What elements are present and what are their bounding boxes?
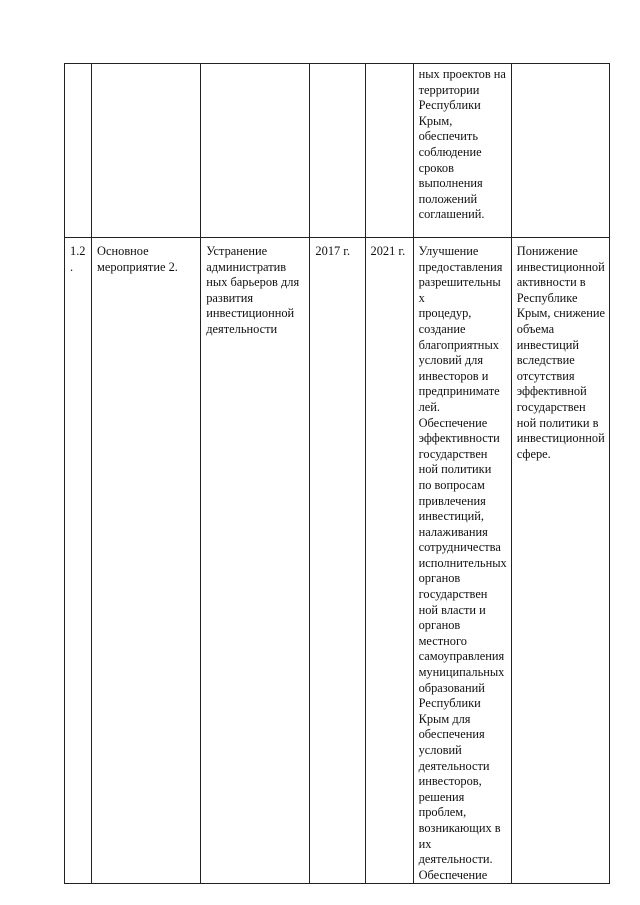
cell-number	[65, 238, 92, 884]
cell-end-year	[365, 238, 413, 884]
cell-end-year	[365, 64, 413, 238]
risk-text: Понижение инвестиционной активности в Республике Крым, снижение объема инвестиций вследствие отсутствия эффективной государствен ной политики в инвестиционной сфере.	[516, 244, 606, 461]
cell-name	[92, 238, 201, 884]
cell-result	[413, 64, 511, 238]
table-row-main-activity-2	[65, 238, 610, 884]
cell-start-year	[310, 238, 365, 884]
program-activities-table	[64, 63, 610, 884]
expected-result-text: Улучшение предоставления разрешительных процедур, создание благоприятных условий для инвесторов и предпринимате лей. Обеспечение эффективности государствен ной политики по вопросам привлечения инвестиций, налаживания сотрудничества исполнительных органов государствен ной власти и органов местного самоуправления муниципальных образований Республики Крым для обеспечения условий деятельности инвесторов, решения проблем, возникающих в их деятельности. Обеспечение	[418, 244, 507, 882]
cell-task	[201, 64, 310, 238]
cell-start-year	[310, 64, 365, 238]
activity-task: Устранение административ ных барьеров для развития инвестиционной деятельности	[206, 244, 300, 336]
table-row-continued	[65, 64, 610, 238]
activity-name: Основное мероприятие 2.	[97, 244, 178, 274]
cell-risk	[511, 64, 609, 238]
end-year: 2021 г.	[370, 244, 406, 258]
cell-risk	[511, 238, 609, 884]
cell-result	[413, 238, 511, 884]
start-year: 2017 г.	[315, 244, 351, 258]
cell-number	[65, 64, 92, 238]
cell-name	[92, 64, 201, 238]
row-number: 1.2.	[70, 244, 86, 274]
cell-task	[201, 238, 310, 884]
result-text: ных проектов на территории Республики Крым, обеспечить соблюдение сроков выполнения положений соглашений.	[418, 67, 506, 222]
